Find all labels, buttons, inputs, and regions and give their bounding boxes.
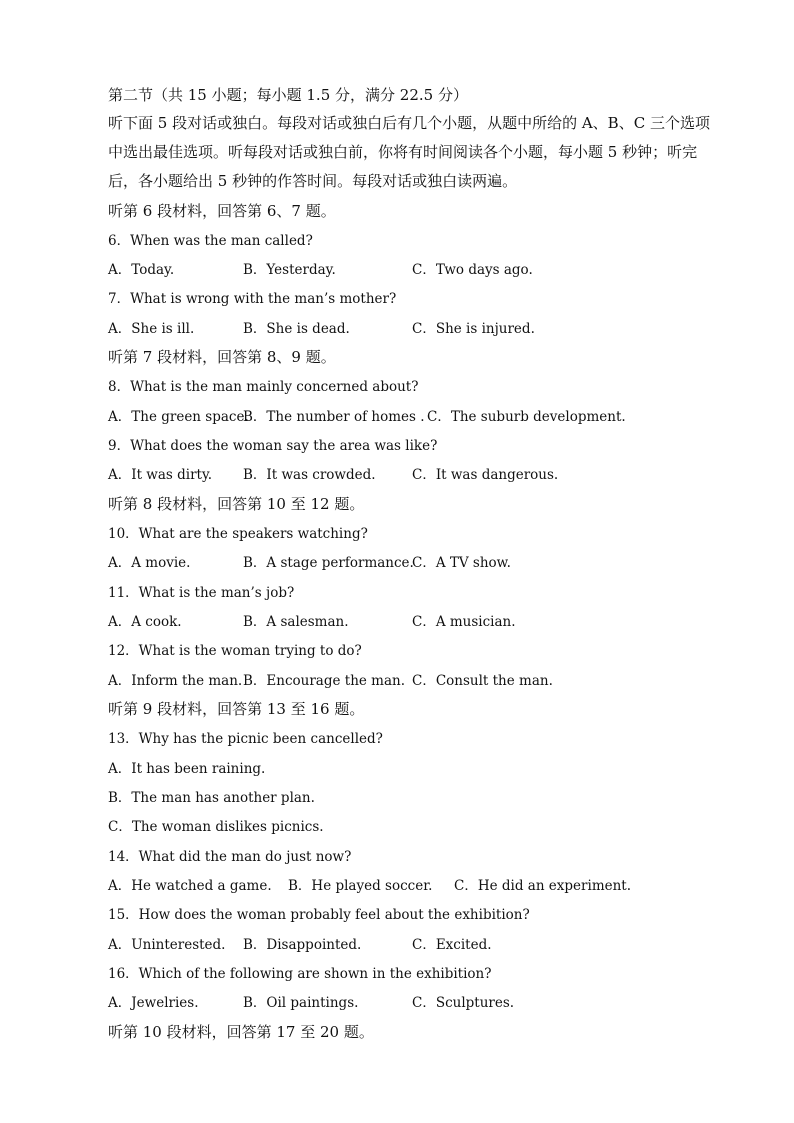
option-b: B．It was crowded. (243, 467, 376, 483)
question-stem: 10．What are the speakers watching? (108, 526, 368, 542)
option-a: A．Jewelries. (108, 995, 199, 1011)
passage-label: 听第 7 段材料，回答第 8、9 题。 (108, 348, 336, 366)
option-c: C．She is injured. (412, 321, 535, 337)
option-b: B．Disappointed. (243, 937, 362, 953)
option-c: C．The suburb development. (427, 409, 626, 425)
option-a: A．Today. (108, 262, 175, 278)
passage-label: 听第 10 段材料，回答第 17 至 20 题。 (108, 1023, 374, 1041)
question-stem: 11．What is the man’s job? (108, 585, 295, 601)
option-c: C．Sculptures. (412, 995, 515, 1011)
option-c: C．He did an experiment. (454, 878, 632, 894)
option-a: A．The green space. (108, 409, 249, 425)
option-b: B．The man has another plan. (108, 790, 315, 806)
option-a: A．Uninterested. (108, 937, 226, 953)
option-b: B．The number of homes . (243, 409, 425, 425)
option-c: C．Excited. (412, 937, 492, 953)
question-stem: 9．What does the woman say the area was like? (108, 438, 438, 454)
question-stem: 8．What is the man mainly concerned about? (108, 379, 419, 395)
option-b: B．A stage performance. (243, 555, 414, 571)
option-b: B．A salesman. (243, 614, 349, 630)
passage-label: 听第 9 段材料，回答第 13 至 16 题。 (108, 700, 365, 718)
option-b: B．Yesterday. (243, 262, 336, 278)
option-a: A．A movie. (108, 555, 191, 571)
option-a: A．She is ill. (108, 321, 195, 337)
option-a: A．Inform the man. (108, 673, 243, 689)
question-stem: 12．What is the woman trying to do? (108, 643, 362, 659)
option-a: A．A cook. (108, 614, 182, 630)
option-c: C．It was dangerous. (412, 467, 559, 483)
option-c: C．The woman dislikes picnics. (108, 819, 324, 835)
option-c: C．Two days ago. (412, 262, 533, 278)
question-stem: 6．When was the man called? (108, 233, 313, 249)
option-a: A．It was dirty. (108, 467, 213, 483)
option-b: B．He played soccer. (288, 878, 433, 894)
option-c: C．A TV show. (412, 555, 511, 571)
option-a: A．He watched a game. (108, 878, 272, 894)
question-stem: 15．How does the woman probably feel about the exhibition? (108, 907, 530, 923)
option-b: B．She is dead. (243, 321, 350, 337)
question-stem: 14．What did the man do just now? (108, 849, 352, 865)
option-a: A．It has been raining. (108, 761, 266, 777)
passage-label: 听第 8 段材料，回答第 10 至 12 题。 (108, 495, 365, 513)
passage-label: 听第 6 段材料，回答第 6、7 题。 (108, 202, 336, 220)
instructions: 听下面 5 段对话或独白。每段对话或独白后有几个小题，从题中所给的 A、B、C 三个选项中选出最佳选项。听每段对话或独白前，你将有时间阅读各个小题，每小题 5 秒钟；听完后，各小题给出 5 秒钟的作答时间。每段对话或独白读两遍。 (108, 114, 710, 190)
question-stem: 16．Which of the following are shown in the exhibition? (108, 966, 492, 982)
question-stem: 13．Why has the picnic been cancelled? (108, 731, 383, 747)
option-b: B．Oil paintings. (243, 995, 359, 1011)
option-b: B．Encourage the man. (243, 673, 406, 689)
question-stem: 7．What is wrong with the man’s mother? (108, 291, 397, 307)
section-title: 第二节（共 15 小题；每小题 1.5 分，满分 22.5 分） (108, 86, 468, 104)
option-c: C．A musician. (412, 614, 516, 630)
option-c: C．Consult the man. (412, 673, 553, 689)
